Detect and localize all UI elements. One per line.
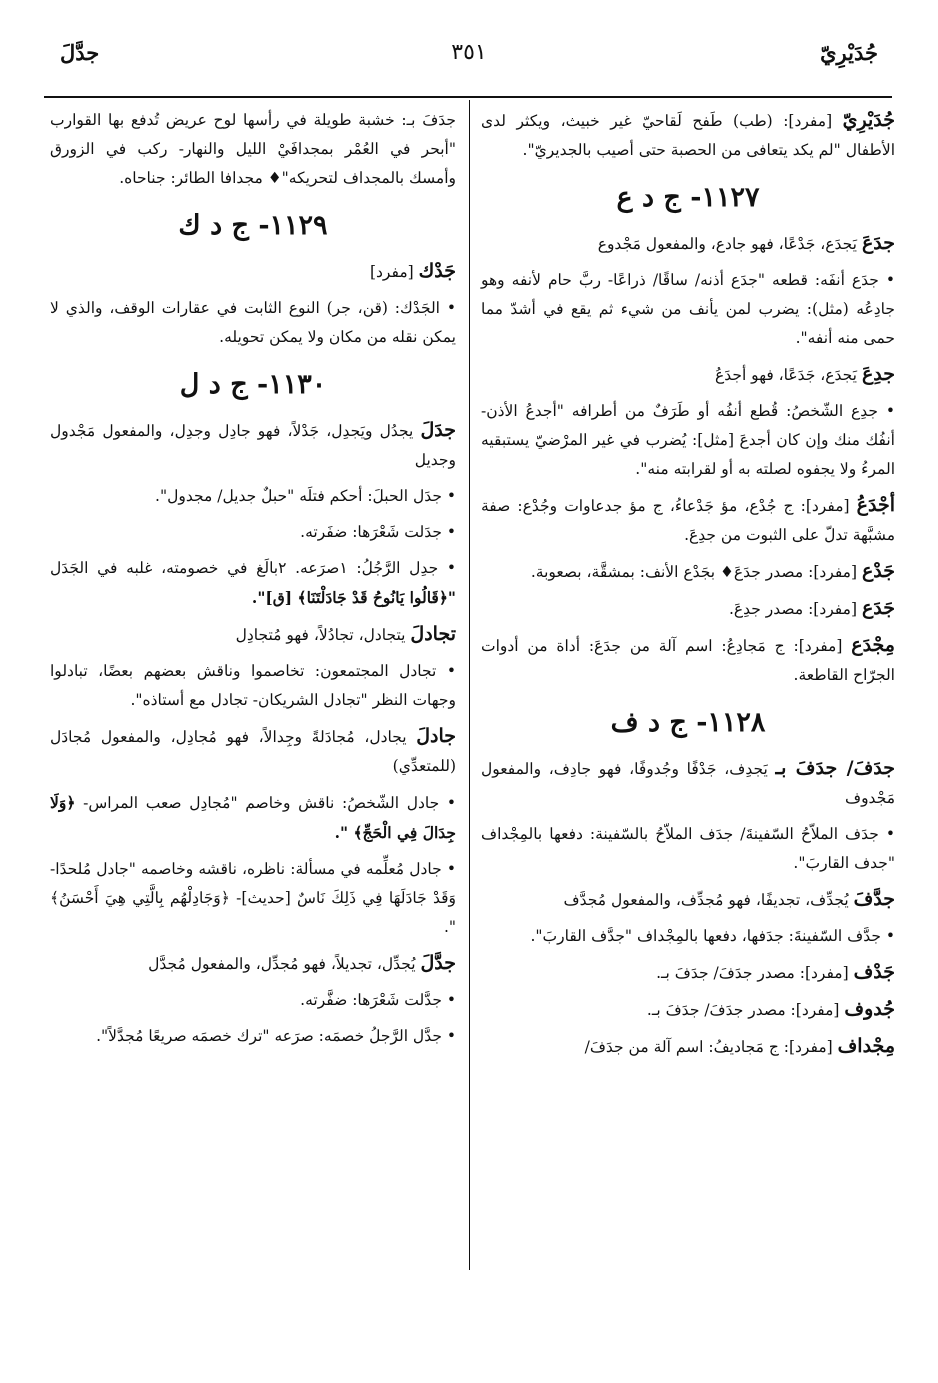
sense: • جدَّلت شَعْرَها: ضفَّرته.: [300, 991, 456, 1009]
headword: تجادلَ: [410, 623, 456, 645]
sense: • جدَف الملاّحُ السّفينةَ/ جدَف الملاّحُ بالسّفينة: دفعها بالمِجْداف "جدف القاربَ".: [481, 825, 895, 872]
sense: [50, 788, 456, 848]
sense: • جدَّف السّفينةَ: جدَفها، دفعها بالمِجْداف "جدَّف القاربَ".: [530, 927, 895, 945]
sense: • جدَلت شَعْرَها: ضفَرته.: [300, 523, 456, 541]
running-head-first-entry: جُدَيْرِيّ: [820, 40, 878, 65]
headword: جدَّفَ: [853, 888, 895, 910]
definition: يُجدِّل، تجديلاً، فهو مُجدِّل، والمفعول مُجدَّل: [148, 955, 421, 973]
sense: • الجَدْك: (قن، جر) النوع الثابت في عقارات الوقف، والذي لا يمكن نقله من مكان ولا يمكن تحويله.: [50, 299, 456, 346]
left-column: [50, 106, 456, 1058]
root-heading-1130: ١١٣٠- ج د ل: [179, 369, 327, 400]
sense: • تجادل المجتمعون: تخاصموا وناقش بعضهم بعضًا، تبادلوا وجهات النظر "تجادل الشريكان- تجادل مع أستاذه".: [50, 662, 456, 709]
headword: جُدوف: [844, 998, 895, 1020]
entry-jaddala: [50, 949, 456, 979]
sense: • جادل مُعلِّمه في مسألة: ناظره، ناقشه وخاصمه "جادل مُلحدًا- وَقَدْ جَادَلَهَا فِي ذَلِكَ نَاسٌ [حديث]- ﴿وَجَادِلْهُم بِالَّتِي هِيَ أَحْسَنُ﴾ ".: [50, 860, 456, 936]
entry-judayri: [481, 106, 895, 165]
column-divider: [469, 100, 470, 1270]
running-head-last-entry: جدَّلَ: [60, 40, 100, 65]
definition: [مفرد]: ج مَجاديفُ: اسم آلة من جدَفَ/: [584, 1038, 838, 1056]
root-heading-1127: ١١٢٧- ج د ع: [616, 182, 760, 213]
continued-definition: جدَفَ بـ: خشبة طويلة في رأسها لوح عريض تُدفع بها القوارب "أبحر في العُمْر بمجدافَيْ الليل والنهار- ركب في الزورق وأمسك بالمجداف لتحريكه"♦ مجدافا الطائر: جناحاه.: [50, 111, 456, 187]
entry-jadia: [481, 360, 895, 390]
entry-jaadala: [50, 722, 456, 781]
definition: يَجدَع، جَدَعًا، فهو أجدَعُ: [714, 366, 862, 384]
page-header: [50, 40, 888, 80]
definition: [مفرد]: مصدر جدَفَ/ جدَفَ بـ.: [656, 964, 854, 982]
headword: جدِعَ: [861, 363, 895, 385]
headword: جدَلَ: [420, 419, 456, 441]
entry-mijdaf: [481, 1032, 895, 1062]
quran-quote: ﴿وَلَا جِدَالَ فِي الْحَجِّ﴾ ".: [50, 793, 456, 842]
entry-mijdaa: [481, 631, 895, 690]
entry-jaddafa: [481, 885, 895, 915]
sense: • جدِع الشّخصُ: قُطع أنفُه أو طَرَفٌ من أطرافه "أجدعُ الأذن- أنفُك منك وإن كان أجدعَ [مثل]: يُضرب في غير المرْضيّ يستبقيه المرءُ ولا يجفوه لصلته به أو لقرابته منه".: [481, 402, 895, 478]
page-number: ٣٥١: [451, 40, 487, 65]
headword: مِجْداف: [837, 1035, 895, 1057]
definition: [مفرد]: مصدر جدَفَ/ جدَفَ بـ.: [646, 1001, 845, 1019]
entry-jadf: [481, 958, 895, 988]
headword: جدَفَ/ جدَفَ بـ: [775, 757, 895, 779]
headword: جدَّلَ: [420, 952, 456, 974]
definition: يُجدِّف، تجديفًا، فهو مُجدِّف، والمفعول مُجدَّف: [563, 891, 854, 909]
entry-jad: [481, 557, 895, 587]
headword: جَدَع: [861, 597, 895, 619]
definition: يجدُل ويَجدِل، جَدْلاً، فهو جادِل وجدِل، والمفعول مَجْدول وجديل: [50, 422, 456, 469]
entry-jadaa: [481, 229, 895, 259]
sense-text: • جادل الشّخصُ: ناقش وخاصم "مُجادِل صعب المراس-: [83, 794, 456, 812]
headword: أجْدَعُ: [856, 494, 895, 516]
definition: يَجدَع، جَدْعًا، فهو جادع، والمفعول مَجْدوع: [597, 235, 862, 253]
headword: جُدَيْرِيّ: [842, 109, 895, 131]
definition: [مفرد]: مصدر جدَعَ♦ بجَدْع الأنف: بمشقَّة، بصعوبة.: [530, 563, 862, 581]
definition: يَجدِف، جَدْفًا وجُدوفًا، فهو جادِف، والمفعول مَجْدوف: [481, 760, 895, 807]
sense: • جدَل الحبلَ: أحكم فتلَه "حبلٌ جديل/ مجدول".: [155, 487, 456, 505]
definition: [مفرد]: (طب) طَفح لَقاحيّ غير خبيث، ويكثر لدى الأطفال "لم يكد يتعافى من الحصبة حتى أصيب بالجديريّ".: [481, 112, 895, 159]
root-heading-1128: ١١٢٨- ج د ف: [610, 707, 766, 738]
headword: جَدْك: [418, 260, 456, 282]
headword: جادلَ: [416, 725, 456, 747]
header-rule: [44, 96, 892, 98]
definition: يجادل، مُجادَلةً وجِدالاً، فهو مُجادِل، والمفعول مُجادَل (للمتعدِّي): [50, 728, 456, 775]
right-column: [481, 106, 895, 1069]
root-heading-1129: ١١٢٩- ج د ك: [178, 210, 328, 241]
quran-quote: "﴿قَالُوا يَانُوحُ قَدْ جَادَلْتَنَا﴾ [ق]".: [251, 588, 456, 607]
sense: [50, 554, 456, 613]
entry-jadaa-noun: [481, 594, 895, 624]
definition: [مفرد]: ج مَجادِعُ: اسم آلة من جدَعَ: أداة من أدوات الجرّاح القاطعة.: [481, 637, 895, 684]
headword: جَدْع: [861, 560, 895, 582]
entry-jadk: [50, 257, 456, 287]
sense: • جدَع أنفَه: قطعه "جدَع أذنه/ ساقًا/ ذراعًا- ربَّ حام لأنفه وهو جادِعُه (مثل): يضرب لمن يأنف من شيء ثم يقع في أشدّ مما حمى منه أنفه".: [481, 271, 895, 347]
definition: [مفرد]: ج جُدْع، مؤ جَدْعاءُ، ج مؤ جدعاوات وجُدْع: صفة مشبَّهة تدلّ على الثبوت من جدِعَ.: [481, 497, 895, 544]
headword: مِجْدَع: [851, 634, 895, 656]
entry-jadafa: [481, 754, 895, 813]
definition: يتجادل، تجادُلاً، فهو مُتجادِل: [235, 626, 411, 644]
definition: [مفرد]: [369, 263, 419, 281]
definition: [مفرد]: مصدر جدِعَ.: [728, 600, 862, 618]
entry-ajdaa: [481, 491, 895, 550]
entry-judouf: [481, 995, 895, 1025]
entry-jadala: [50, 416, 456, 475]
headword: جدَعَ: [861, 232, 895, 254]
sense-text: • جدِل الرَّجُلُ: ١صرَعه. ٢بالَغ في خصومته، غلبه في الجَدَل: [50, 559, 456, 577]
entry-tajadala: [50, 620, 456, 650]
headword: جَدْف: [853, 961, 895, 983]
sense: • جدَّل الرَّجلُ خصمَه: صرَعه "ترك خصمَه صريعًا مُجدَّلاً".: [96, 1027, 456, 1045]
